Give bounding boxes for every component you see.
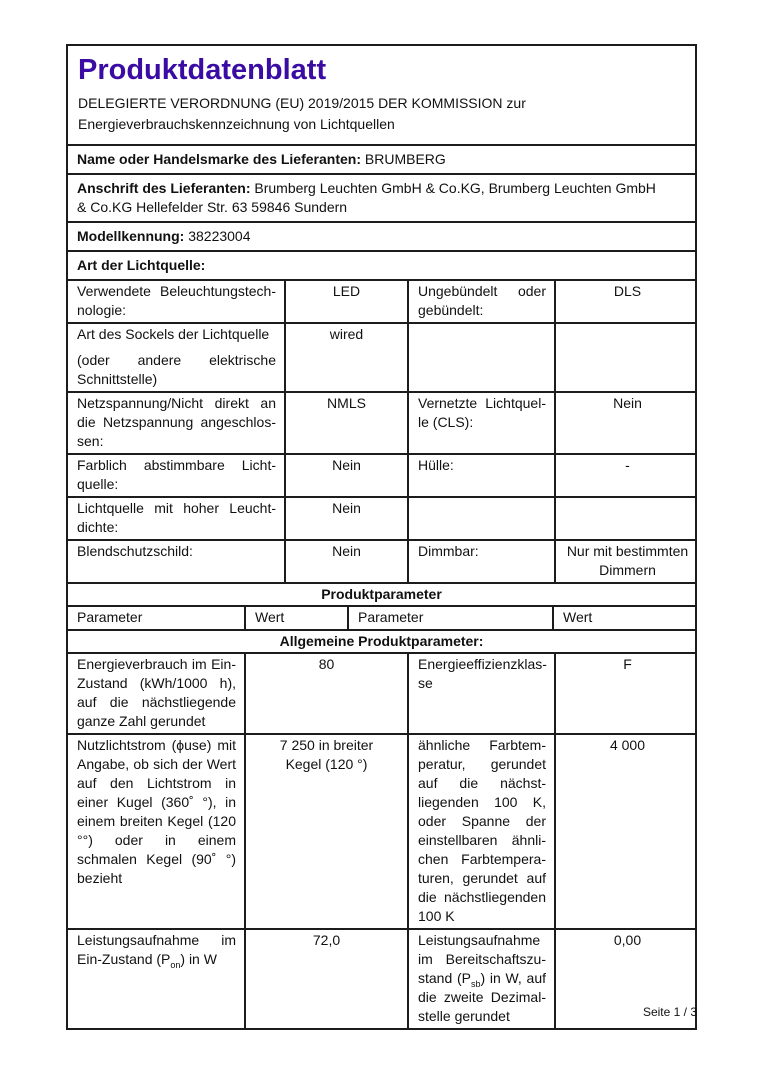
- param-cell: Energieeffizienzklasse: [407, 654, 554, 733]
- page-number: Seite 1 / 3: [642, 1005, 697, 1019]
- supplier-name-row: [66, 144, 697, 175]
- value-cell: Nein: [284, 455, 407, 496]
- param-cell: ähnliche Farbtemperatur, gerundet auf die nächstliegenden 100 K, oder Spanne der einstellbaren ähnlichen Farbtemperaturen, gerundet auf die nächstliegenden 100 K: [407, 735, 554, 928]
- value-cell: [554, 498, 699, 539]
- supplier-name-label: Name oder Handelsmarke des Lieferanten:: [77, 151, 361, 167]
- title-block: [66, 44, 697, 146]
- light-source-type-table: [66, 279, 697, 584]
- value-cell: DLS: [554, 281, 699, 322]
- header-cell: Parameter: [77, 609, 143, 625]
- value-cell: [554, 324, 699, 391]
- table-row: [68, 733, 695, 928]
- value-cell: [244, 735, 407, 928]
- param-text: Art des Sockels der Lichtquelle: [77, 326, 270, 342]
- header-cell: Wert: [244, 607, 347, 629]
- param-text: Leistungsaufnahme im Ein-Zustand (P: [77, 932, 236, 967]
- datasheet-sheet: [66, 44, 697, 1030]
- value-cell: wired: [284, 324, 407, 391]
- subscript-sb: sb: [470, 978, 481, 989]
- param-cell: Netzspannung/Nicht direkt an die Netzspannung angeschlossen:: [77, 395, 276, 449]
- light-source-type-heading: Art der Lichtquelle:: [66, 250, 697, 281]
- param-cell: [407, 930, 554, 1028]
- model-label: Modellkennung:: [77, 228, 185, 244]
- table-row: [68, 654, 695, 733]
- value-cell: -: [554, 455, 699, 496]
- supplier-address-label: Anschrift des Lieferanten:: [77, 180, 251, 196]
- header-cell: Parameter: [347, 607, 552, 629]
- param-cell: [68, 930, 244, 1028]
- param-text: ) in W, auf die zweite Dezimalstelle gerundet: [418, 970, 546, 1024]
- param-cell: Vernetzte Lichtquelle (CLS):: [407, 393, 554, 453]
- table-row: [68, 453, 695, 496]
- header-cell: Wert: [552, 607, 699, 629]
- param-cell: Energieverbrauch im Ein-Zustand (kWh/1000 h), auf die nächstliegende ganze Zahl gerundet: [77, 656, 236, 729]
- supplier-address-value: Brumberg Leuchten GmbH & Co.KG, Brumberg Leuchten GmbH & Co.KG Hellefelder Str. 63 59846 Sundern: [77, 180, 656, 215]
- page-title: Produktdatenblatt: [78, 54, 327, 86]
- parameter-header-table: [66, 605, 697, 631]
- value-cell: Nur mit bestimmten Dimmern: [554, 541, 699, 582]
- paragraph-gap: [77, 344, 276, 351]
- value-cell: NMLS: [284, 393, 407, 453]
- subscript-on: on: [170, 959, 181, 970]
- param-text: (oder andere elektrische Schnittstelle): [77, 352, 276, 387]
- general-parameters-title: Allgemeine Produktparameter:: [66, 629, 697, 654]
- param-cell: Farblich abstimmbare Lichtquelle:: [77, 457, 276, 492]
- param-cell: [407, 324, 554, 391]
- param-cell: [407, 498, 554, 539]
- value-cell: 80: [244, 654, 407, 733]
- value-cell: F: [554, 654, 699, 733]
- supplier-address-text: [77, 179, 657, 217]
- value-cell: 72,0: [244, 930, 407, 1028]
- table-row: [68, 281, 695, 322]
- table-row: [68, 322, 695, 391]
- value-cell: 4 000: [554, 735, 699, 928]
- table-row: [68, 496, 695, 539]
- value-cell: Nein: [284, 498, 407, 539]
- param-cell: Blendschutzschild:: [77, 543, 193, 559]
- regulation-subtitle: DELEGIERTE VERORDNUNG (EU) 2019/2015 DER KOMMISSION zur Energieverbrauchskennzeichnung von Lichtquellen: [78, 95, 526, 132]
- model-value: 38223004: [188, 228, 251, 244]
- param-cell: Hülle:: [407, 455, 554, 496]
- value-cell: Nein: [554, 393, 699, 453]
- param-cell: Ungebündelt oder gebündelt:: [407, 281, 554, 322]
- param-cell: Nutzlichtstrom (ϕuse) mit Angabe, ob sich der Wert auf den Lichtstrom in einer Kugel (360˚ °), in einem breiten Kegel (120 °°) oder in einem schmalen Kegel (90˚ °) bezieht: [77, 737, 236, 886]
- table-row: [68, 391, 695, 453]
- product-parameters-title: Produktparameter: [66, 582, 697, 607]
- model-row: [66, 221, 697, 252]
- table-row: [68, 539, 695, 582]
- table-row: [68, 928, 695, 1028]
- param-cell: Dimmbar:: [407, 541, 554, 582]
- product-parameters-table: [66, 652, 697, 1030]
- value-cell: Nein: [284, 541, 407, 582]
- param-cell: Verwendete Beleuchtungstechnologie:: [77, 283, 276, 318]
- supplier-name-value: BRUMBERG: [364, 151, 446, 167]
- value-cell: 0,00: [554, 930, 699, 1028]
- value-text: 7 250 in breiter Kegel (120 °): [279, 737, 374, 772]
- param-text: Leistungsaufnahme im Bereitschaftszustand (P: [418, 932, 546, 986]
- parameter-header-row: [68, 607, 695, 629]
- param-cell: [68, 324, 284, 391]
- supplier-address-row: [66, 173, 697, 223]
- param-text: ) in W: [180, 951, 217, 967]
- param-cell: Lichtquelle mit hoher Leuchtdichte:: [77, 500, 276, 535]
- value-cell: LED: [284, 281, 407, 322]
